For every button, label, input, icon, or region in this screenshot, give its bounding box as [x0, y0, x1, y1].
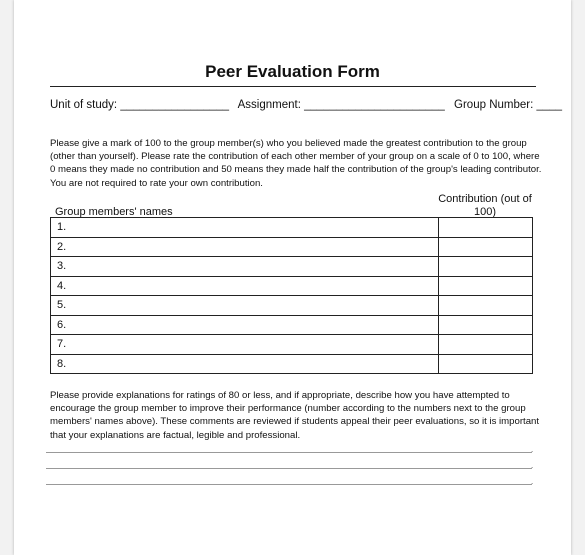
group-number-field[interactable]: ____ [536, 99, 563, 111]
contribution-cell[interactable] [439, 354, 533, 374]
member-name-cell[interactable]: 4. [51, 276, 439, 296]
comment-line[interactable] [46, 468, 532, 469]
line-end-marker: . [531, 477, 534, 486]
contribution-cell[interactable] [439, 315, 533, 335]
table-row [51, 276, 533, 296]
member-name-cell[interactable]: 1. [51, 218, 439, 238]
page-title: Peer Evaluation Form [205, 62, 380, 81]
comment-line[interactable] [46, 484, 532, 485]
instructions-paragraph: Please give a mark of 100 to the group member(s) who you believed made the greatest contribution to the group (other than yourself). Please rate the contribution of each other member of your group on a scale of 0 to 100, where 0 means they made no contribution and 50 means they made half the contribution of the group's leading contributor. You are not required to rate your own contribution. [50, 138, 542, 189]
contribution-cell[interactable] [439, 296, 533, 316]
member-name-cell[interactable]: 7. [51, 335, 439, 355]
contribution-cell[interactable] [439, 218, 533, 238]
assignment-field[interactable]: ______________________ [304, 99, 445, 111]
group-members-column-header: Group members' names [55, 206, 173, 218]
member-name-cell[interactable]: 6. [51, 315, 439, 335]
table-row [51, 315, 533, 335]
contribution-column-header: Contribution (out of 100) [438, 193, 532, 218]
table-row [51, 296, 533, 316]
line-end-marker: . [531, 445, 534, 454]
member-name-cell[interactable]: 8. [51, 354, 439, 374]
contribution-cell[interactable] [439, 276, 533, 296]
contribution-cell[interactable] [439, 237, 533, 257]
unit-of-study-field[interactable]: _________________ [120, 99, 230, 111]
group-number-label: Group Number: [454, 99, 534, 111]
member-name-cell[interactable]: 3. [51, 257, 439, 277]
contribution-cell[interactable] [439, 257, 533, 277]
table-row [51, 335, 533, 355]
header-fields [50, 99, 562, 111]
table-row [51, 257, 533, 277]
member-name-cell[interactable]: 2. [51, 237, 439, 257]
unit-of-study-label: Unit of study: [50, 99, 118, 111]
evaluation-table [50, 217, 533, 374]
contribution-cell[interactable] [439, 335, 533, 355]
member-name-cell[interactable]: 5. [51, 296, 439, 316]
table-row [51, 237, 533, 257]
title-divider [50, 86, 536, 87]
line-end-marker: . [531, 461, 534, 470]
table-row [51, 218, 533, 238]
table-row [51, 354, 533, 374]
comment-line[interactable] [46, 452, 532, 453]
assignment-label: Assignment: [237, 99, 301, 111]
explanation-paragraph: Please provide explanations for ratings of 80 or less, and if appropriate, describe how you have attempted to encourage the group member to improve their performance (number according to the numbers next to the group members' names above). These comments are reviewed if students appeal their peer evaluations, so it is important that your explanations are factual, legible and professional. [50, 390, 540, 441]
